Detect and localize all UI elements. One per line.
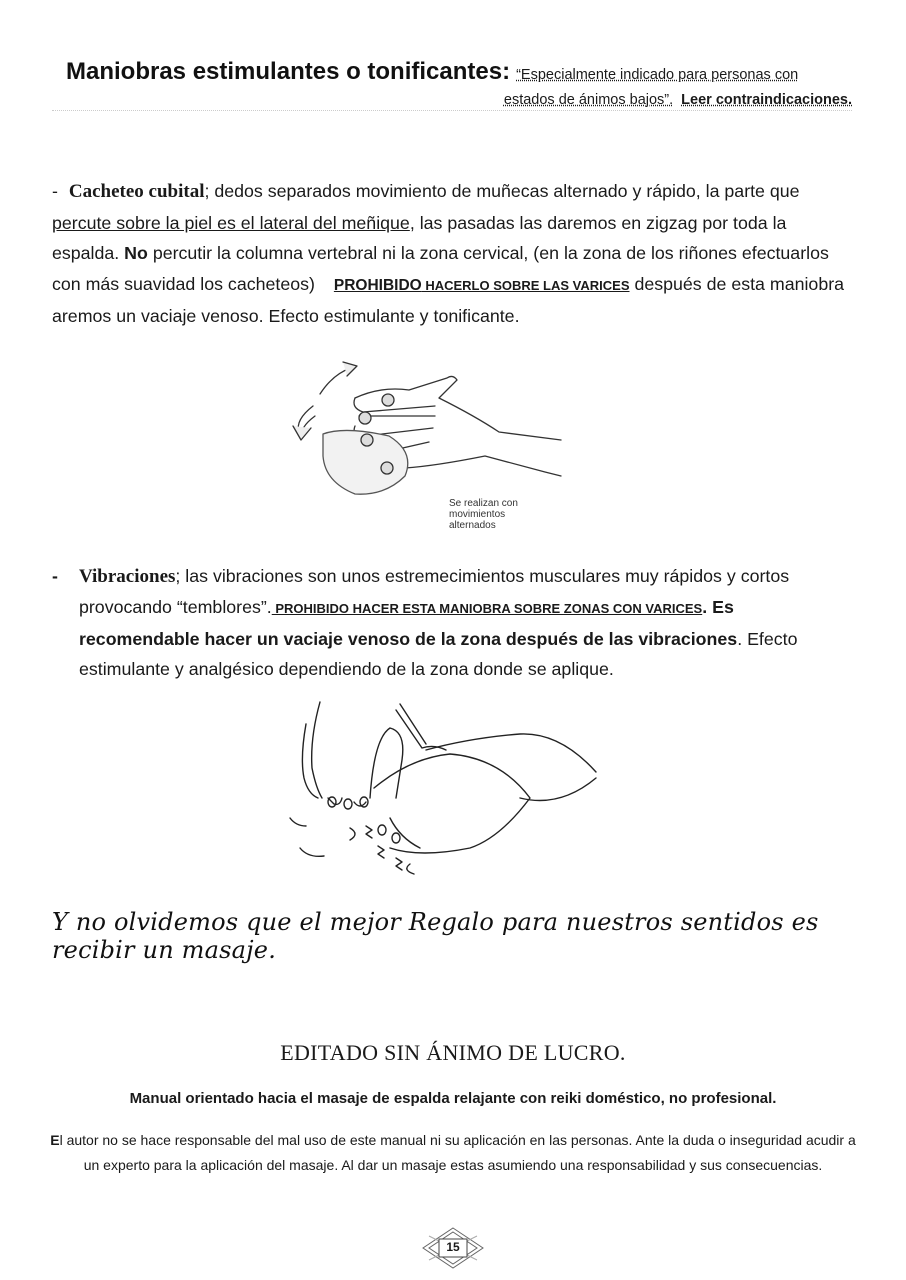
prohibido-warning: PROHIBIDO (333, 276, 422, 294)
header-quote-part2: estados de ánimos bajos”. (503, 92, 674, 108)
cacheteo-illustration (285, 356, 575, 534)
list-dash: - (52, 566, 58, 586)
page-number-ornament (421, 1226, 485, 1270)
vibraciones-paragraph (52, 561, 852, 684)
page-number: 15 (446, 1240, 460, 1254)
text: . Efecto estimulante y analgésico dependiendo de la zona donde se aplique. (79, 629, 798, 679)
text: percutir la columna vertebral ni la zona cervical, (en la zona de los riñones efectuarlos con más suavidad los cacheteos) (52, 243, 829, 294)
hands-vibration-drawing (270, 698, 600, 888)
edited-notice: EDITADO SIN ÁNIMO DE LUCRO. (280, 1040, 626, 1065)
read-contraindications-link[interactable]: Leer contraindicaciones. (681, 92, 852, 108)
cacheteo-paragraph (52, 176, 852, 332)
illustration-caption-line3: alternados (449, 520, 496, 531)
underlined-text: percute sobre la piel es el lateral del meñique (52, 212, 410, 233)
text: después de esta maniobra aremos un vaciaje venoso. Efecto estimulante y tonificante. (52, 273, 845, 326)
header-line-1 (52, 58, 852, 86)
hand-slap-drawing (285, 356, 575, 534)
varices-warning: PROHIBIDO HACER ESTA MANIOBRA SOBRE ZONAS CON VARICES (271, 601, 703, 616)
illustration-caption-line2: movimientos (449, 509, 506, 520)
header-line-2 (52, 92, 852, 111)
warning-period: . (702, 597, 708, 617)
list-dash: - (52, 181, 58, 201)
no-emphasis: No (124, 243, 148, 263)
term-cacheteo: Cacheteo cubital (68, 181, 205, 202)
page-title: Maniobras estimulantes o tonificantes: (66, 58, 511, 85)
varices-warning: HACERLO SOBRE LAS VARICES (421, 277, 630, 293)
manual-description: Manual orientado hacia el masaje de espalda relajante con reiki doméstico, no profesional. (129, 1090, 777, 1107)
closing-line: Y no olvidemos que el mejor Regalo para nuestros sentidos es recibir un masaje. (52, 908, 819, 964)
header-quote-part1: “Especialmente indicado para personas con (516, 67, 799, 83)
term-vibraciones: Vibraciones (79, 566, 176, 587)
page-header (52, 58, 852, 111)
text: ; las vibraciones son unos estremecimientos musculares muy rápidos y cortos provocando “temblores”. (79, 566, 790, 617)
illustration-caption-line1: Se realizan con (449, 498, 518, 509)
vibraciones-body (79, 561, 852, 684)
vibraciones-illustration (270, 698, 600, 888)
bold-recommendation: Es recomendable hacer un vaciaje venoso de la zona después de las vibraciones (79, 597, 738, 649)
disclaimer (50, 1128, 856, 1177)
disclaimer-text: l autor no se hace responsable del mal uso de este manual ni su aplicación en las personas. Ante la duda o inseguridad acudir a un experto para la aplicación del masaje. Al dar un masaje estas asumiendo una responsabilidad y sus consecuencias. (59, 1132, 856, 1173)
disclaimer-initial: E (50, 1132, 60, 1148)
text: , las pasadas las daremos en zigzag por toda la espalda. (52, 212, 787, 263)
text: ; dedos separados movimiento de muñecas alternado y rápido, la parte que (204, 181, 800, 201)
